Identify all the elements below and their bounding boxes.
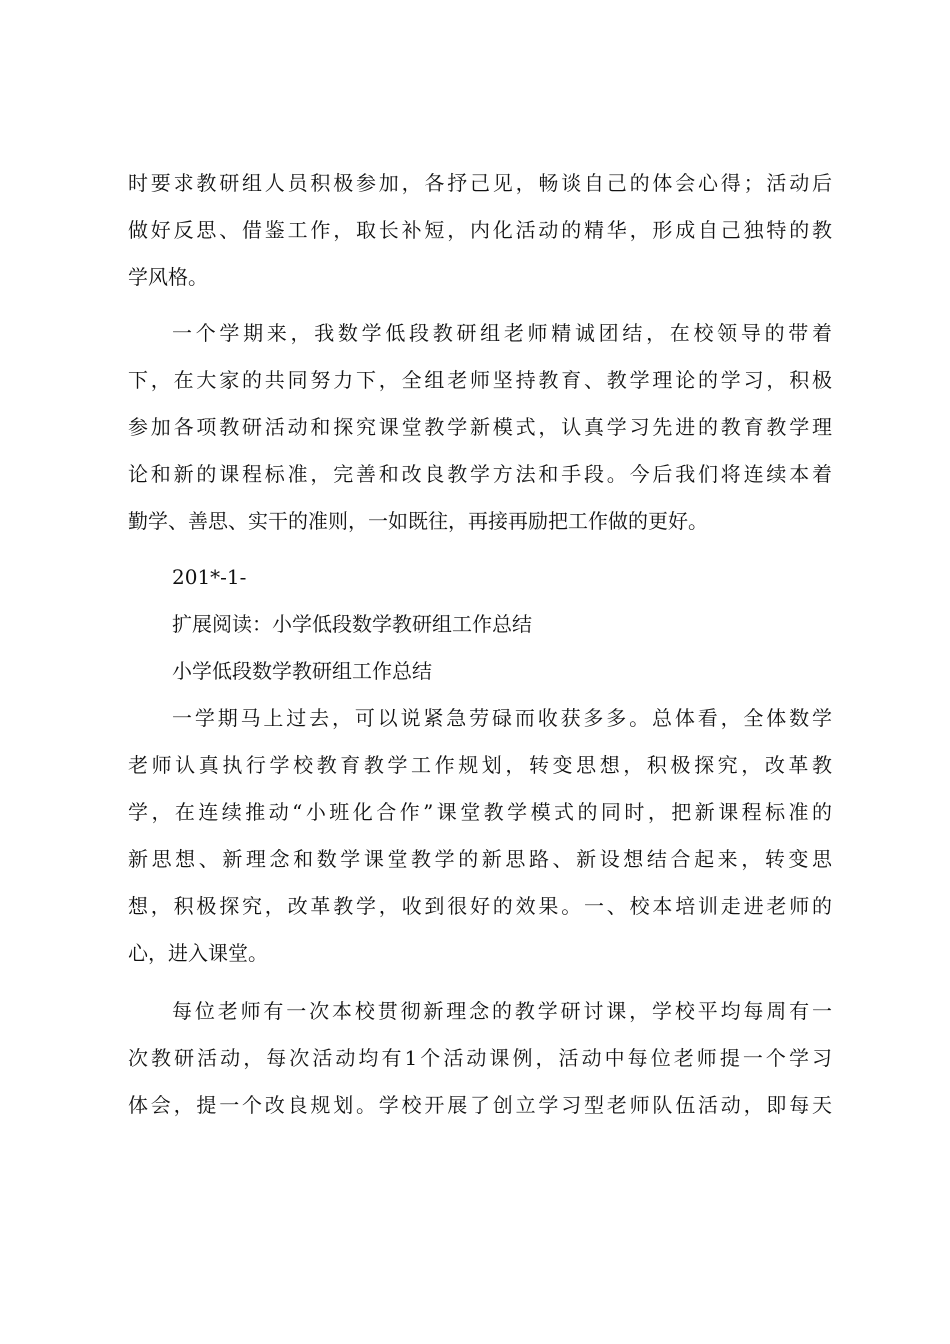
date-line: 201*-1- xyxy=(172,565,247,589)
text-line: 体会，提一个改良规划。学校开展了创立学习型老师队伍活动，即每天 xyxy=(128,1093,832,1117)
text-line: 学，在连续推动“小班化合作”课堂教学模式的同时，把新课程标准的 xyxy=(128,800,832,824)
text-line: 论和新的课程标准，完善和改良教学方法和手段。今后我们将连续本着 xyxy=(128,462,832,486)
paragraph-2 xyxy=(128,310,832,545)
text-line: 时要求教研组人员积极参加，各抒己见，畅谈自己的体会心得；活动后 xyxy=(128,171,832,195)
text-line: 一个学期来，我数学低段教研组老师精诚团结，在校领导的带着 xyxy=(172,321,832,345)
text-line: 心，进入课堂。 xyxy=(128,941,268,965)
text-line: 学风格。 xyxy=(128,265,208,289)
text-line: 老师认真执行学校教育教学工作规划，转变思想，积极探究，改革教 xyxy=(128,753,832,777)
paragraph-1 xyxy=(128,160,832,301)
paragraph-3 xyxy=(128,695,832,977)
document-body xyxy=(128,160,832,1129)
text-line: 参加各项教研活动和探究课堂教学新模式，认真学习先进的教育教学理 xyxy=(128,415,832,439)
paragraph-4 xyxy=(128,988,832,1129)
section-title: 小学低段数学教研组工作总结 xyxy=(172,659,432,683)
text-line: 新思想、新理念和数学课堂教学的新思路、新设想结合起来，转变思 xyxy=(128,847,832,871)
text-line: 勤学、善思、实干的准则，一如既往，再接再励把工作做的更好。 xyxy=(128,509,708,533)
text-line: 想，积极探究，改革教学，收到很好的效果。一、校本培训走进老师的 xyxy=(128,894,832,918)
text-line: 次教研活动，每次活动均有1个活动课例，活动中每位老师提一个学习 xyxy=(128,1046,832,1070)
extended-reading-line: 扩展阅读：小学低段数学教研组工作总结 xyxy=(172,612,532,636)
text-line: 每位老师有一次本校贯彻新理念的教学研讨课，学校平均每周有一 xyxy=(172,999,832,1023)
text-line: 下，在大家的共同努力下，全组老师坚持教育、教学理论的学习，积极 xyxy=(128,368,832,392)
text-line: 做好反思、借鉴工作，取长补短，内化活动的精华，形成自己独特的教 xyxy=(128,218,832,242)
text-line: 一学期马上过去，可以说紧急劳碌而收获多多。总体看，全体数学 xyxy=(172,706,832,730)
